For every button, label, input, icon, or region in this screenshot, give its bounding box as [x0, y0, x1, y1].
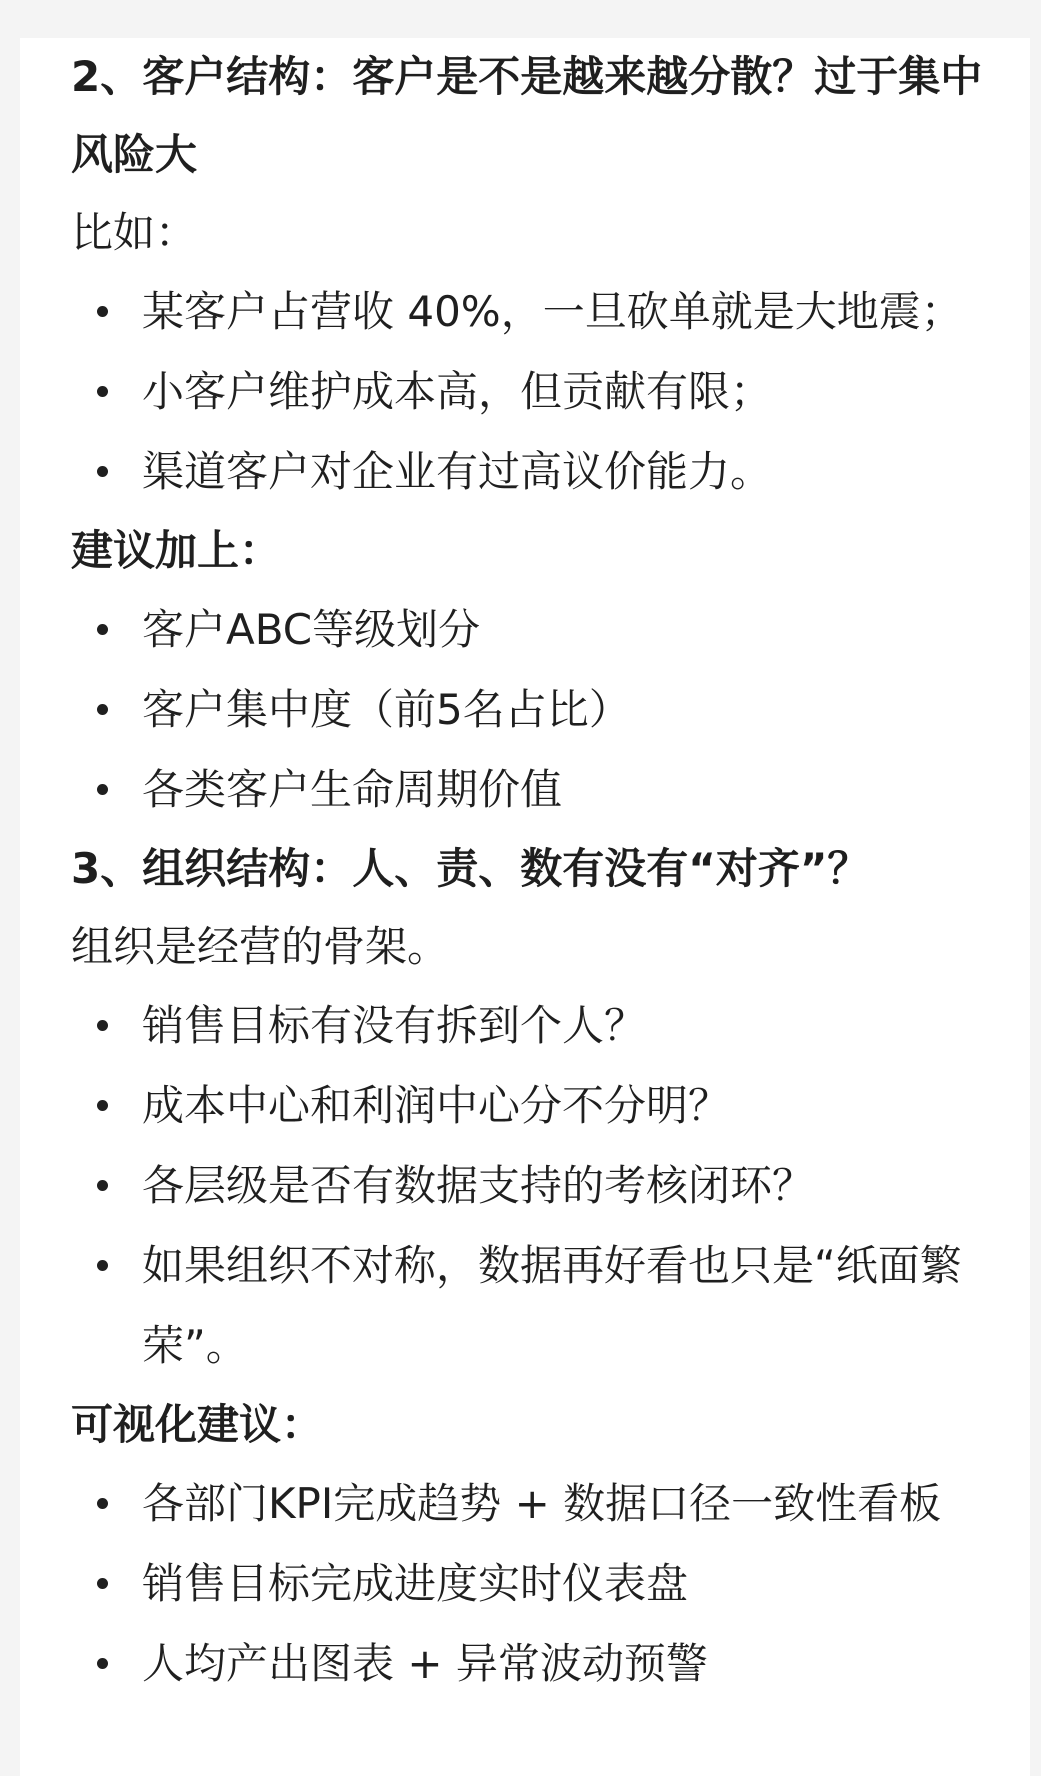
list-item-text: 成本中心和利润中心分不分明？ — [142, 1081, 731, 1130]
example-list — [71, 272, 991, 512]
list-item-text: 如果组织不对称，数据再好看也只是“纸面繁荣”。 — [142, 1241, 962, 1370]
list-item-text: 客户ABC等级划分 — [142, 605, 481, 654]
list-item — [71, 750, 991, 830]
bullet-icon — [97, 1498, 108, 1509]
bullet-icon — [97, 1578, 108, 1589]
list-item — [71, 590, 991, 670]
visual-label: 可视化建议： — [71, 1400, 324, 1449]
suggestion-list — [71, 590, 991, 830]
list-item — [71, 1226, 991, 1386]
list-item — [71, 352, 991, 432]
list-item-text: 各层级是否有数据支持的考核闭环？ — [142, 1161, 815, 1210]
list-item-text: 小客户维护成本高，但贡献有限； — [142, 367, 773, 416]
visual-list — [71, 1464, 991, 1704]
bullet-icon — [97, 466, 108, 477]
section3-heading: 3、组织结构：人、责、数有没有“对齐”？ — [71, 844, 870, 893]
section2-heading: 2、客户结构：客户是不是越来越分散？过于集中风险大 — [71, 52, 983, 179]
bullet-icon — [97, 624, 108, 635]
list-item-text: 渠道客户对企业有过高议价能力。 — [142, 447, 773, 496]
section3-intro: 组织是经营的骨架。 — [71, 922, 450, 971]
list-item-text: 人均产出图表 + 异常波动预警 — [142, 1639, 708, 1688]
list-item — [71, 1066, 991, 1146]
list-item — [71, 1146, 991, 1226]
article-body — [71, 38, 991, 1704]
list-item-text: 各部门KPI完成趋势 + 数据口径一致性看板 — [142, 1479, 942, 1528]
list-item — [71, 1544, 991, 1624]
list-item — [71, 272, 991, 352]
bullet-icon — [97, 1020, 108, 1031]
list-item-text: 销售目标有没有拆到个人？ — [142, 1001, 647, 1050]
bullet-icon — [97, 1658, 108, 1669]
bullet-icon — [97, 1100, 108, 1111]
list-item — [71, 1464, 991, 1544]
list-item-text: 客户集中度（前5名占比） — [142, 685, 631, 734]
list-item-text: 销售目标完成进度实时仪表盘 — [142, 1559, 689, 1608]
list-item — [71, 670, 991, 750]
bullet-icon — [97, 1260, 108, 1271]
list-item-text: 某客户占营收 40%，一旦砍单就是大地震； — [142, 287, 963, 336]
bullet-icon — [97, 306, 108, 317]
list-item — [71, 986, 991, 1066]
suggest-label: 建议加上： — [71, 526, 282, 575]
example-label: 比如： — [71, 208, 198, 257]
bullet-icon — [97, 784, 108, 795]
list-item — [71, 432, 991, 512]
bullet-icon — [97, 704, 108, 715]
bullet-icon — [97, 386, 108, 397]
list-item-text: 各类客户生命周期价值 — [142, 765, 563, 814]
list-item — [71, 1624, 991, 1704]
bullet-icon — [97, 1180, 108, 1191]
points-list — [71, 986, 991, 1386]
